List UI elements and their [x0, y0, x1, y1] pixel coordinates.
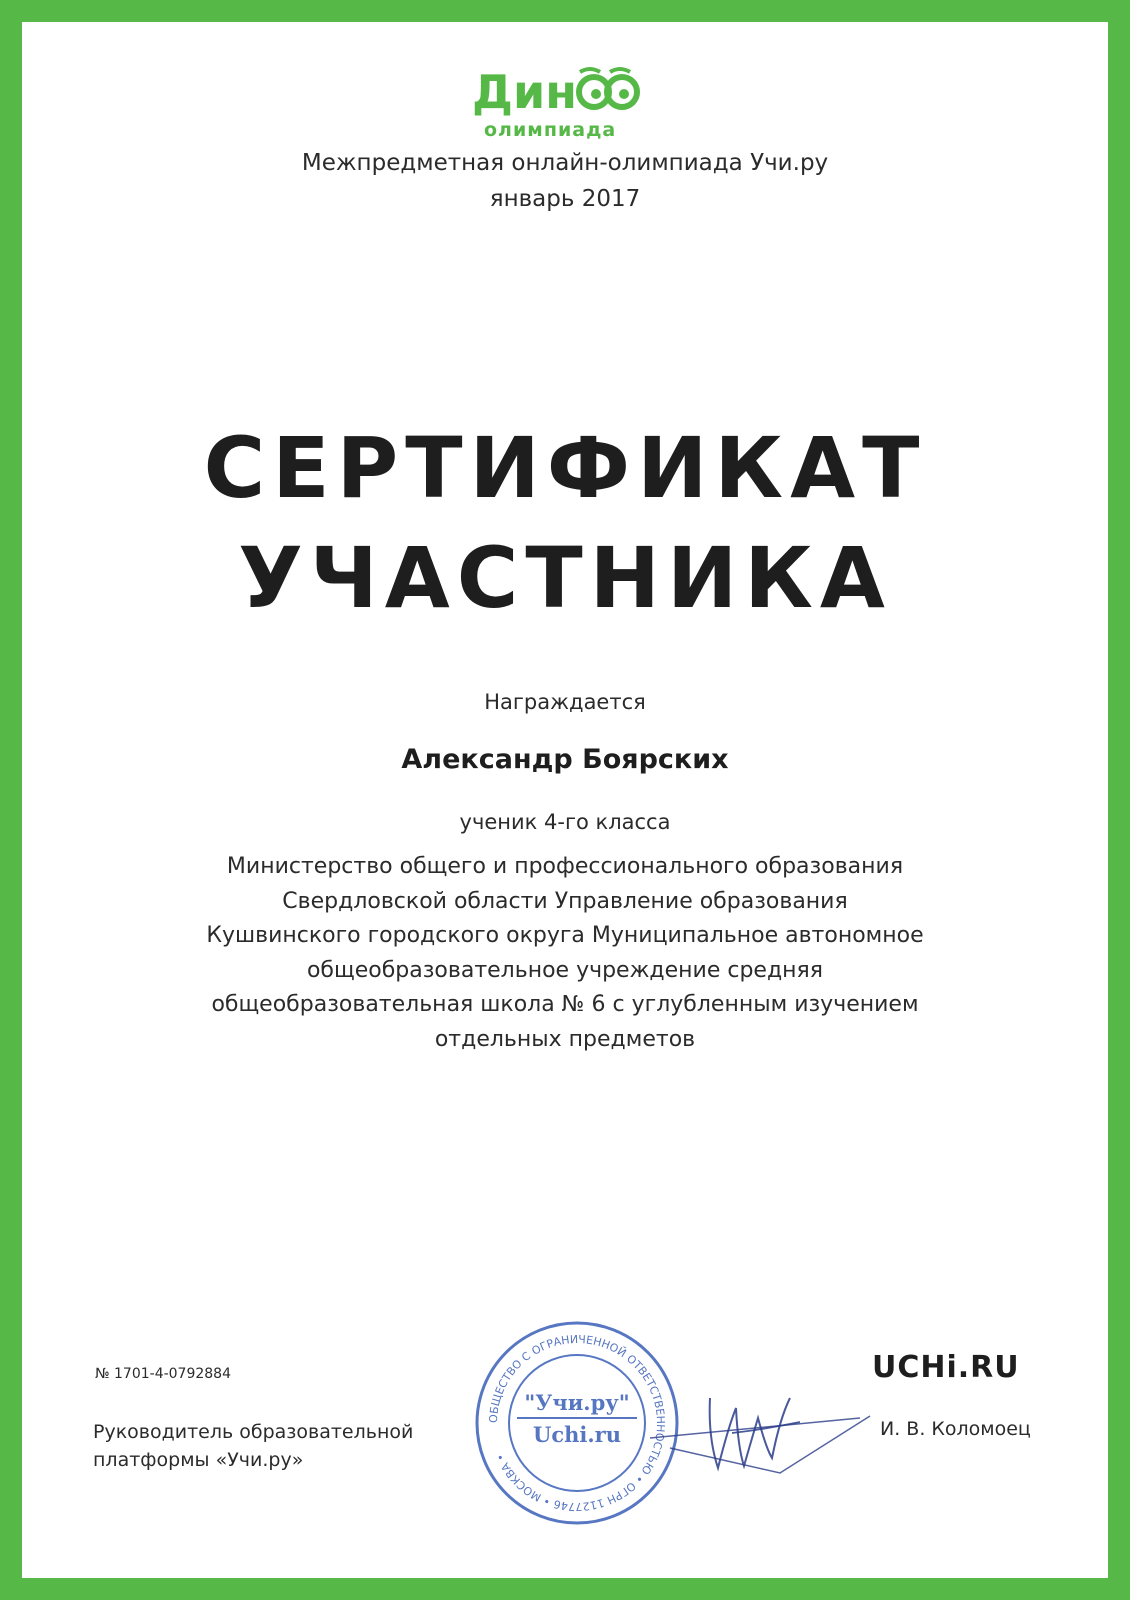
olympiad-date: январь 2017: [489, 186, 641, 212]
certificate-title-line1: СЕРТИФИКАТ: [203, 419, 927, 517]
logo-eyes-icon: [579, 69, 637, 107]
signer-name: И. В. Коломоец: [880, 1418, 1031, 1440]
logo-caption: олимпиада: [484, 119, 617, 141]
recipient-name: Александр Боярских: [401, 744, 729, 775]
stamp-center-line2: Uchi.ru: [533, 1422, 621, 1447]
director-title: [93, 1418, 413, 1474]
school-line: Свердловской области Управление образования: [282, 888, 848, 914]
school-line: общеобразовательное учреждение средняя: [306, 957, 824, 983]
director-title-line1: Руководитель образовательной: [93, 1421, 414, 1443]
school-line: Министерство общего и профессионального образования: [226, 854, 904, 879]
handwritten-signature: [640, 1378, 880, 1488]
uchi-ru-logo: UCHi.RU: [872, 1350, 1020, 1385]
certificate-title-line2: УЧАСТНИКА: [238, 529, 892, 627]
school-line: Кушвинского городского округа Муниципальное автономное: [206, 923, 924, 948]
awarded-label: Награждается: [484, 690, 646, 714]
logo-word: Дин: [472, 65, 577, 119]
school-name: [190, 850, 940, 1057]
director-title-line2: платформы «Учи.ру»: [93, 1449, 304, 1471]
stamp-ring-text: ОБЩЕСТВО С ОГРАНИЧЕННОЙ ОТВЕТСТВЕННОСТЬЮ • ОГРН 1127746 • МОСКВА •: [486, 1332, 668, 1514]
certificate-number: № 1701-4-0792884: [95, 1366, 232, 1382]
school-line: отдельных предметов: [434, 1026, 696, 1052]
recipient-grade: ученик 4-го класса: [459, 810, 671, 834]
school-line: общеобразовательная школа № 6 с углубленным изучением: [211, 992, 919, 1017]
stamp-center-line1: "Учи.ру": [524, 1390, 630, 1415]
olympiad-subtitle: Межпредметная онлайн-олимпиада Учи.ру: [301, 150, 829, 176]
dino-olympiad-logo: [470, 62, 660, 142]
